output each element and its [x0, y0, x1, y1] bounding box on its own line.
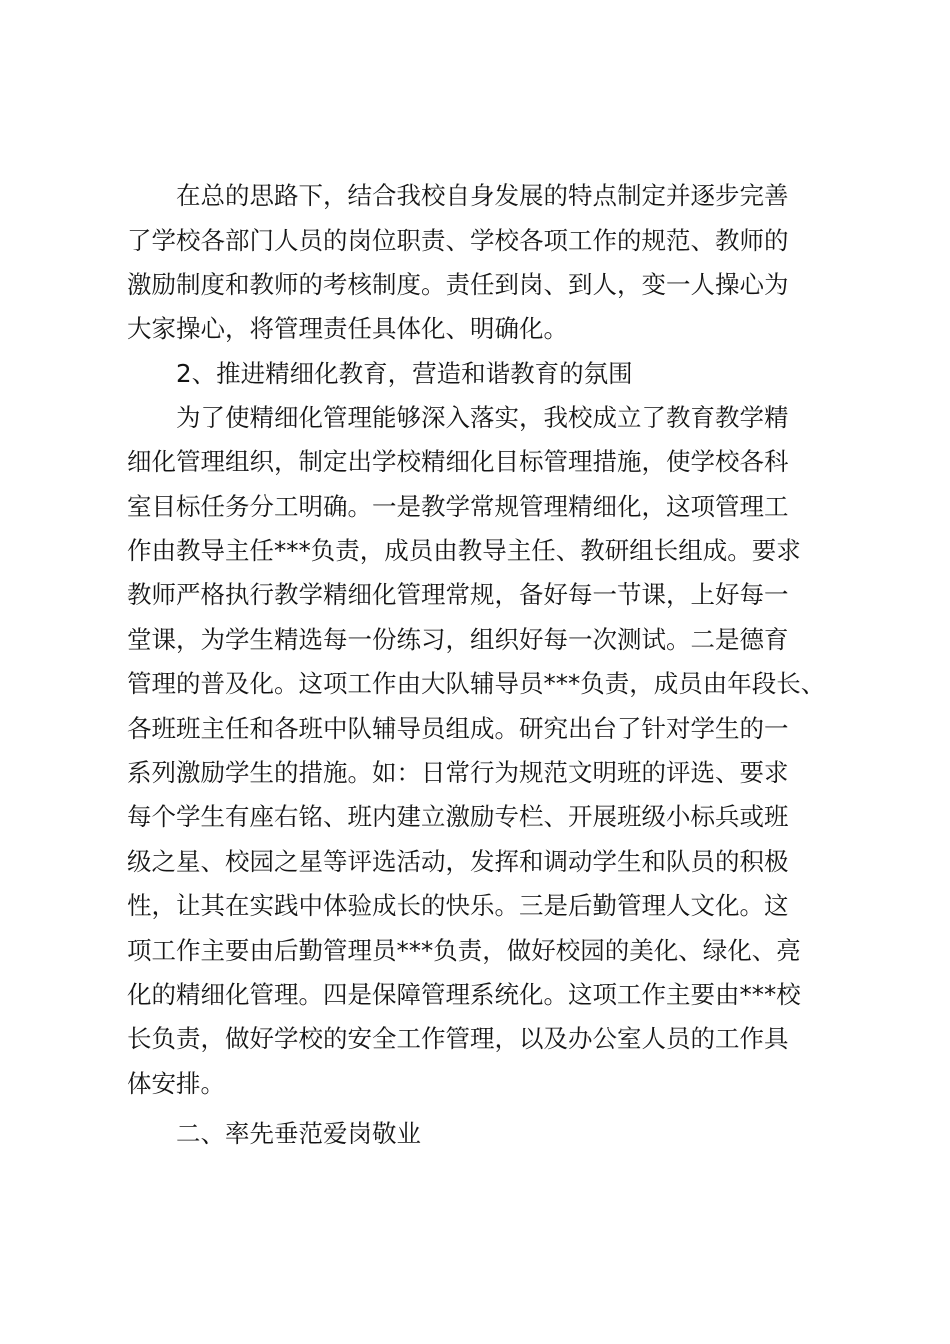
- paragraph-2-line-13: 项工作主要由后勤管理员***负责，做好校园的美化、绿化、亮: [127, 936, 801, 965]
- paragraph-2-line-15: 长负责，做好学校的安全工作管理，以及办公室人员的工作具: [127, 1024, 789, 1053]
- paragraph-2-line-16: 体安排。: [127, 1069, 225, 1098]
- section-heading-two: 二、率先垂范爱岗敬业: [176, 1119, 421, 1148]
- paragraph-2-line-4: 作由教导主任***负责，成员由教导主任、教研组长组成。要求: [127, 536, 801, 565]
- paragraph-2-line-12: 性，让其在实践中体验成长的快乐。三是后勤管理人文化。这: [127, 891, 789, 920]
- paragraph-2-line-1: 为了使精细化管理能够深入落实，我校成立了教育教学精: [176, 403, 789, 432]
- paragraph-2-line-6: 堂课，为学生精选每一份练习，组织好每一次测试。二是德育: [127, 625, 789, 654]
- paragraph-1-line-2: 了学校各部门人员的岗位职责、学校各项工作的规范、教师的: [127, 226, 789, 255]
- paragraph-2-line-14: 化的精细化管理。四是保障管理系统化。这项工作主要由***校: [127, 980, 801, 1009]
- paragraph-2-line-7: 管理的普及化。这项工作由大队辅导员***负责，成员由年段长、: [127, 669, 826, 698]
- paragraph-1-line-4: 大家操心，将管理责任具体化、明确化。: [127, 314, 568, 343]
- paragraph-2-line-5: 教师严格执行教学精细化管理常规，备好每一节课，上好每一: [127, 580, 789, 609]
- section-heading-2: 2、推进精细化教育，营造和谐教育的氛围: [176, 359, 633, 388]
- paragraph-1-line-3: 激励制度和教师的考核制度。责任到岗、到人，变一人操心为: [127, 270, 789, 299]
- paragraph-2-line-3: 室目标任务分工明确。一是教学常规管理精细化，这项管理工: [127, 492, 789, 521]
- paragraph-2-line-10: 每个学生有座右铭、班内建立激励专栏、开展班级小标兵或班: [127, 802, 789, 831]
- paragraph-1-line-1: 在总的思路下，结合我校自身发展的特点制定并逐步完善: [176, 181, 789, 210]
- paragraph-2-line-2: 细化管理组织，制定出学校精细化目标管理措施，使学校各科: [127, 447, 789, 476]
- paragraph-2-line-11: 级之星、校园之星等评选活动，发挥和调动学生和队员的积极: [127, 847, 789, 876]
- paragraph-2-line-9: 系列激励学生的措施。如：日常行为规范文明班的评选、要求: [127, 758, 789, 787]
- paragraph-2-line-8: 各班班主任和各班中队辅导员组成。研究出台了针对学生的一: [127, 714, 789, 743]
